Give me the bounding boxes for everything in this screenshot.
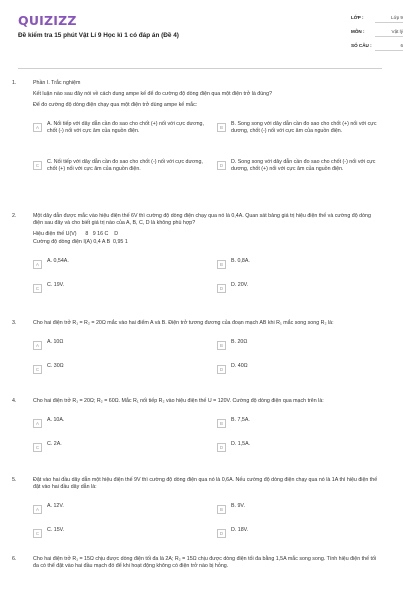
option-c[interactable]: [33, 159, 211, 174]
option-text: B. 20Ω: [231, 338, 248, 345]
option-a[interactable]: [33, 121, 211, 136]
option-letter: A: [33, 260, 42, 269]
question-number: 6.: [12, 556, 17, 562]
option-text: B. 9V.: [231, 502, 245, 509]
option-text: C. 19V.: [47, 281, 65, 288]
answer-options: [33, 495, 382, 547]
option-a[interactable]: [33, 417, 211, 428]
option-c[interactable]: [33, 282, 211, 293]
question-body: [33, 80, 382, 193]
option-text: A. 10Ω: [47, 338, 64, 345]
option-b[interactable]: [217, 339, 387, 350]
option-text: A. 12V.: [47, 502, 64, 509]
question-body: [33, 477, 382, 547]
option-text: D. 18V.: [231, 526, 249, 533]
meta-subject: [351, 27, 403, 41]
option-letter: B: [217, 123, 226, 132]
option-a[interactable]: [33, 258, 211, 269]
question-number: 1.: [12, 80, 17, 86]
question-body: [33, 320, 382, 383]
option-c[interactable]: [33, 363, 211, 374]
option-letter: D: [217, 284, 226, 293]
option-letter: B: [217, 260, 226, 269]
question-body: [33, 556, 382, 574]
option-letter: C: [33, 284, 42, 293]
option-letter: B: [217, 419, 226, 428]
option-text: D. 1,5A.: [231, 440, 251, 447]
option-letter: D: [217, 443, 226, 452]
option-a[interactable]: [33, 503, 211, 514]
option-text: C. 30Ω: [47, 362, 64, 369]
value-table-row-voltage: Hiệu điện thế U(V) 8 9 16 C D: [33, 230, 119, 237]
option-text: D. Song song với dây dẫn cần đo sao cho chốt (-) nối với cực dương, chốt (+) nối với cực âm của nguồn điện.: [231, 158, 376, 173]
meta-value-subject: Vật lý: [375, 27, 403, 37]
question-number: 3.: [12, 320, 17, 326]
question-text: Cho hai điện trở R₁ = 20Ω; R₂ = 60Ω. Mắc R₁ nối tiếp R₂ vào hiệu điện thế U = 120V. Cường độ dòng điện qua mạch trên là:: [33, 398, 324, 404]
option-d[interactable]: [217, 363, 387, 374]
option-d[interactable]: [217, 159, 387, 174]
question-body: [33, 213, 382, 302]
worksheet-meta: [351, 13, 403, 55]
option-letter: A: [33, 419, 42, 428]
option-c[interactable]: [33, 441, 211, 452]
option-text: A. 10A.: [47, 416, 65, 423]
option-d[interactable]: [217, 527, 387, 538]
option-letter: D: [217, 365, 226, 374]
option-text: A. Nối tiếp với dây dẫn cần đo sao cho chốt (+) nối với cực dương, chốt (-) nối với cực âm của nguồn điện.: [47, 120, 204, 135]
option-b[interactable]: [217, 258, 387, 269]
answer-options: [33, 331, 382, 383]
meta-count: [351, 41, 403, 55]
option-text: C. 2A.: [47, 440, 62, 447]
question-text: Cho hai điện trở R₁ = 15Ω chịu được dòng điện tối đa là 2A; R₂ = 15Ω chịu được dòng điện tối đa bằng 1,5A mắc song song. Tính hiệu điện thế tối đa có thể đặt vào hai đầu mạch đó để khi hoạt động không có điện trở nào bị hỏng.: [33, 556, 377, 569]
meta-label-subject: MÔN :: [351, 29, 365, 34]
option-b[interactable]: [217, 503, 387, 514]
option-letter: D: [217, 529, 226, 538]
question-number: 4.: [12, 398, 17, 404]
answer-options: [33, 113, 382, 193]
meta-label-class: LỚP :: [351, 15, 364, 20]
option-letter: B: [217, 341, 226, 350]
meta-label-count: SỐ CÂU :: [351, 43, 372, 48]
option-text: A. 0,54A.: [47, 257, 69, 264]
worksheet-title: Đề kiểm tra 15 phút Vật Lí 9 Học kì 1 có đáp án (Đề 4): [18, 32, 179, 39]
question-text: Để đo cường độ dòng điện chạy qua một điện trở dùng ampe kế mắc:: [33, 101, 198, 108]
option-c[interactable]: [33, 527, 211, 538]
question-text: Cho hai điện trở R₁ = R₂ = 20Ω mắc vào hai điểm A và B. Điện trở tương đương của đoạn mạch AB khi R₁ mắc song song R₂ là:: [33, 320, 334, 326]
meta-value-class: Lớp 9: [375, 13, 403, 23]
option-text: C. 15V.: [47, 526, 65, 533]
option-letter: C: [33, 161, 42, 170]
option-text: B. Song song với dây dẫn cần đo sao cho chốt (+) nối với cực dương, chốt (-) nối với cực âm của nguồn điện.: [231, 120, 377, 135]
question-number: 5.: [12, 477, 17, 483]
option-letter: A: [33, 341, 42, 350]
option-letter: C: [33, 529, 42, 538]
option-letter: A: [33, 123, 42, 132]
option-text: B. 0,8A.: [231, 257, 250, 264]
question-text: Một dây dẫn được mắc vào hiệu điện thế 6V thì cường độ dòng điện chạy qua nó là 0,4A. Quan sát bảng giá trị hiệu điện thế và cường độ dòng điện sau đây và cho biết giá trị nào của A, B, C, D là không phù hợp?: [33, 213, 371, 226]
quizizz-logo: QUIZIZZ: [18, 13, 77, 28]
option-b[interactable]: [217, 121, 387, 136]
option-letter: C: [33, 365, 42, 374]
worksheet-header: [18, 0, 403, 69]
option-text: C. Nối tiếp với dây dẫn cần đo sao cho chốt (-) nối với cực dương, chốt (+) nối với cực âm của nguồn điện.: [47, 158, 203, 173]
question-body: [33, 398, 382, 461]
option-d[interactable]: [217, 441, 387, 452]
option-d[interactable]: [217, 282, 387, 293]
meta-class: [351, 13, 403, 27]
option-text: D. 20V.: [231, 281, 249, 288]
question-text: Kết luận nào sau đây nói về cách dung ampe kế để đo cường độ dòng điện qua một điện trở là đúng?: [33, 90, 273, 97]
answer-options: [33, 409, 382, 461]
option-letter: A: [33, 505, 42, 514]
option-text: D. 40Ω: [231, 362, 248, 369]
option-b[interactable]: [217, 417, 387, 428]
question-section: Phần I. Trắc nghiệm: [33, 80, 81, 86]
question-text: Đặt vào hai đầu dây dẫn một hiệu điện thế 9V thì cường độ dòng điện qua nó là 0,6A. Nếu cường độ dòng điện chạy qua nó là 1A thì hiệu điện thế đặt vào hai đầu dây dẫn là:: [33, 477, 378, 490]
answer-options: [33, 250, 382, 302]
option-a[interactable]: [33, 339, 211, 350]
meta-value-count: 6: [375, 41, 403, 51]
option-text: B. 7,5A.: [231, 416, 250, 423]
option-letter: D: [217, 161, 226, 170]
option-letter: C: [33, 443, 42, 452]
option-letter: B: [217, 505, 226, 514]
question-number: 2.: [12, 213, 17, 219]
value-table-row-current: Cường độ dòng điện I(A) 0,4 A B 0,95 1: [33, 238, 128, 245]
